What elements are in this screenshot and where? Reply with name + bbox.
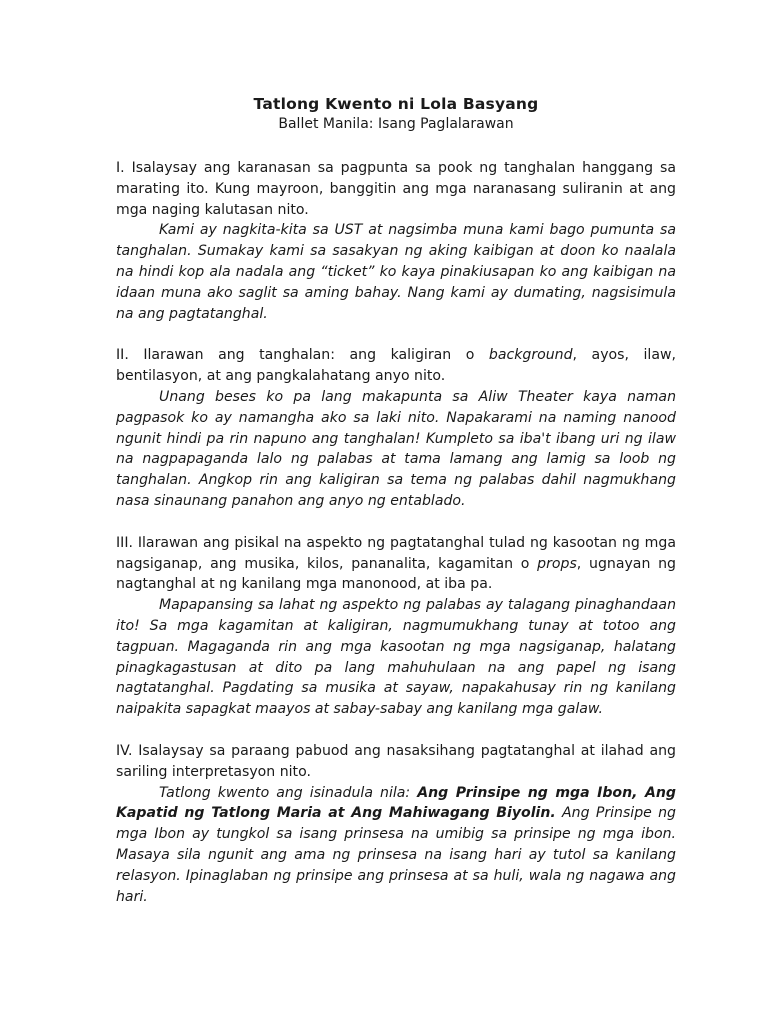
question-3 — [116, 533, 676, 595]
question-3-text: III. Ilarawan ang pisikal na aspekto ng pagtatanghal tulad ng kasootan ng mga nagsiganap, ang musika, kilos, pananalita, kagamitan o — [116, 534, 676, 572]
document-title: Tatlong Kwento ni Lola Basyang — [253, 95, 539, 113]
answer-4-story-titles: Ang Prinsipe ng mga Ibon, Ang Kapatid ng Tatlong Maria at Ang Mahiwagang Biyolin. — [116, 784, 676, 822]
question-1: I. Isalaysay ang karanasan sa pagpunta sa pook ng tanghalan hanggang sa marating ito. Kung mayroon, banggitin ang mga naranasang suliranin at ang mga naging kalutasan nito. — [116, 160, 676, 218]
document-page — [116, 94, 676, 907]
section-2 — [116, 345, 676, 511]
section-3 — [116, 533, 676, 720]
document-subtitle: Ballet Manila: Isang Paglalarawan — [278, 116, 514, 132]
answer-4-intro: Tatlong kwento ang isinadula nila: — [159, 784, 418, 801]
question-2-text-end: , ayos, ilaw, bentilasyon, at ang pangkalahatang anyo nito. — [116, 347, 676, 385]
answer-4-summary: Ang Prinsipe ng mga Ibon ay tungkol sa isang prinsesa na umibig sa prinsipe ng mga ibon. Masaya sila ngunit ang ama ng prinsesa na isang hari ay tutol sa kanilang relasyon. Ipinaglaban ng prinsipe ang prinsesa at sa huli, wala ng nagawa ang hari. — [116, 805, 676, 905]
section-1 — [116, 158, 676, 324]
question-3-text-end: , ugnayan ng nagtanghal at ng kanilang mga manonood, at iba pa. — [116, 555, 676, 593]
question-2-text: II. Ilarawan ang tanghalan: ang kaligiran o — [116, 347, 489, 364]
question-4: IV. Isalaysay sa paraang pabuod ang nasaksihang pagtatanghal at ilahad ang sariling interpretasyon nito. — [116, 742, 676, 780]
answer-4 — [116, 783, 676, 908]
question-3-emphasis: props — [537, 555, 577, 572]
section-4 — [116, 741, 676, 907]
question-2 — [116, 345, 676, 387]
answer-2: Unang beses ko pa lang makapunta sa Aliw Theater kaya naman pagpasok ko ay namangha ako sa laki nito. Napakarami na naming nanood ngunit hindi pa rin napuno ang tanghalan! Kumpleto sa iba't ibang uri ng ilaw na nagpapaganda lalo ng palabas at tama lamang ang lamig sa loob ng tanghalan. Angkop rin ang kaligiran sa tema ng palabas dahil nagmukhang nasa sinaunang panahon ang anyo ng entablado. — [116, 388, 676, 509]
answer-1: Kami ay nagkita-kita sa UST at nagsimba muna kami bago pumunta sa tanghalan. Sumakay kami sa sasakyan ng aking kaibigan at doon ko naalala na hindi kop ala nadala ang “ticket” ko kaya pinakiusapan ko ang kaibigan na idaan muna ako saglit sa aming bahay. Nang kami ay dumating, nagsisimula na ang pagtatanghal. — [116, 222, 676, 322]
answer-3: Mapapansing sa lahat ng aspekto ng palabas ay talagang pinaghandaan ito! Sa mga kagamitan at kaligiran, nagmumukhang tunay at totoo ang tagpuan. Magaganda rin ang mga kasootan ng mga nagsiganap, halatang pinagkagastusan at dito pa lang mahuhulaan na ang papel ng isang nagtatanghal. Pagdating sa musika at sayaw, napakahusay rin ng kanilang naipakita sapagkat maayos at sabay-sabay ang kanilang mga galaw. — [116, 597, 676, 718]
question-2-emphasis: background — [488, 347, 573, 364]
